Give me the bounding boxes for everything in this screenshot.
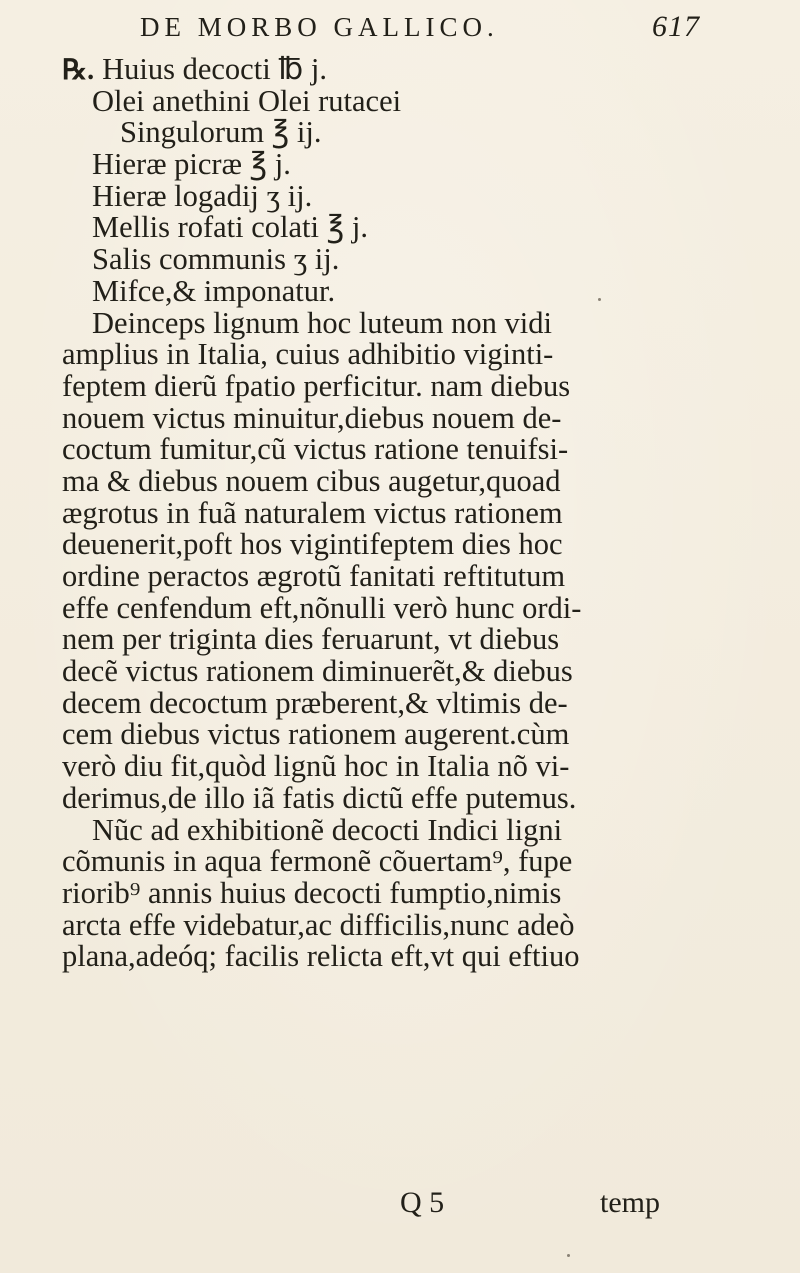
body-line: deuenerit,poft hos vigintifeptem dies hoc <box>62 527 563 562</box>
recipe-line <box>62 54 662 86</box>
catchword: temp <box>600 1186 660 1219</box>
recipe-line: Mellis rofati colati ℥ j. <box>92 210 368 245</box>
body-line: riorib⁹ annis huius decocti fumptio,nimis <box>62 875 562 910</box>
body-line: cõmunis in aqua fermonẽ cõuertam⁹, fupe <box>62 844 573 879</box>
recipe-line: Mifce,& imponatur. <box>92 273 336 308</box>
text-block <box>62 54 662 973</box>
body-line: arcta effe videbatur,ac difficilis,nunc adeò <box>62 907 575 942</box>
body-line: verò diu fit,quòd lignũ hoc in Italia nõ vi- <box>62 749 570 784</box>
body-line: cem diebus victus rationem augerent.cùm <box>62 717 570 752</box>
recipe-line: Hieræ logadij ʒ ij. <box>92 178 313 213</box>
recipe-line: Salis communis ʒ ij. <box>92 242 340 277</box>
body-line: effe cenfendum eft,nõnulli verò hunc ordi- <box>62 590 582 625</box>
recipe-line: Olei anethini Olei rutacei <box>92 83 402 118</box>
body-line: feptem dierũ fpatio perficitur. nam diebus <box>62 368 571 403</box>
body-line: Nũc ad exhibitionẽ decocti Indici ligni <box>92 812 563 847</box>
body-line: coctum fumitur,cũ victus ratione tenuifsi- <box>62 432 569 467</box>
body-line: plana,adeóq; facilis relicta eft,vt qui eftiuo <box>62 939 580 974</box>
recipe-line: Singulorum ℥ ij. <box>120 115 322 150</box>
body-line: decẽ victus rationem diminuerẽt,& diebus <box>62 654 573 689</box>
recipe-text: Huius decocti ℔ j. <box>102 52 327 86</box>
body-line: decem decoctum præberent,& vltimis de- <box>62 685 568 720</box>
body-line: amplius in Italia, cuius adhibitio vigintі- <box>62 337 554 372</box>
running-title: DE MORBO GALLICO. <box>140 12 499 42</box>
body-line: ordine peractos ægrotũ fanitati reftitutum <box>62 559 566 593</box>
body-line: ægrotus in fuã naturalem victus rationem <box>62 495 563 530</box>
page-number: 617 <box>652 10 700 43</box>
paper-speck <box>567 1254 570 1257</box>
running-head <box>140 6 700 46</box>
body-line: derimus,de illo iã fatis dictũ effe putemus. <box>62 780 577 815</box>
recipe-line: Hieræ picræ ℥ j. <box>92 147 291 182</box>
recipe-sign-icon: ℞. <box>62 55 95 86</box>
body-line: nouem victus minuitur,diebus nouem de- <box>62 400 562 435</box>
body-line: Deinceps lignum hoc luteum non vidi <box>92 305 552 340</box>
page-footer <box>400 1186 660 1226</box>
body-line: ma & diebus nouem cibus augetur,quoad <box>62 463 561 498</box>
body-line: nem per triginta dies feruarunt, vt diebus <box>62 622 560 657</box>
signature-mark: Q 5 <box>400 1186 445 1219</box>
paper-speck <box>598 298 601 301</box>
